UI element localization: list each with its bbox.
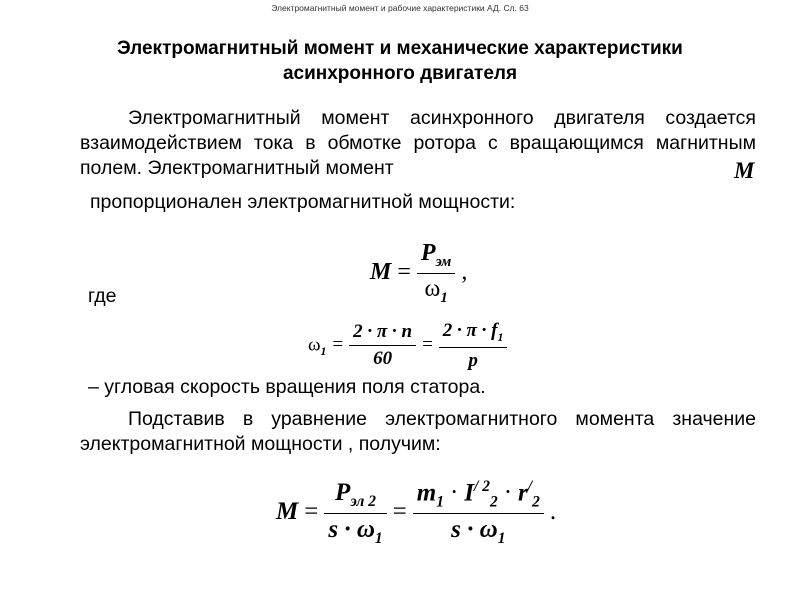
formula3-frac2-den-subscript: 1 (497, 530, 506, 548)
formula3-frac2-den (413, 513, 544, 548)
paragraph-substitution-text: Подставив в уравнение электромагнитного момента значение электромагнитной мощности , получим: (80, 408, 756, 455)
formula3-frac1-den-subscript: 1 (374, 529, 383, 547)
formula3-num-m: m (416, 479, 437, 507)
formula3-frac1-num-symbol: P (335, 478, 351, 506)
where-label: где (88, 285, 117, 307)
formula1-fraction (417, 240, 455, 307)
formula3-lhs: M (276, 497, 299, 525)
formula1-den-subscript: 1 (440, 289, 448, 306)
title-line-1: Электромагнитный момент и механические характеристики (117, 38, 683, 59)
formula2-frac1-num: 2 · π · n (353, 321, 413, 343)
formula-moment-full (276, 478, 562, 548)
angular-speed-line: – угловая скорость вращения поля статора. (88, 376, 486, 398)
formula3-fraction-1 (324, 479, 386, 548)
slide-title (40, 36, 760, 86)
slide-header: Электромагнитный момент и рабочие характеристики АД. Сл. 63 (271, 3, 529, 13)
formula1-trail: , (461, 258, 468, 285)
paragraph-substitution (80, 407, 756, 457)
formula3-num-m-sub: 1 (436, 493, 444, 511)
formula3-frac1-num (324, 479, 386, 513)
proportional-line: пропорционален электромагнитной мощности: (90, 191, 516, 213)
formula1-lhs: M (370, 258, 392, 285)
formula3-trail: . (549, 497, 557, 525)
formula2-equals-2: = (422, 334, 433, 356)
formula3-num-r-sub: 2 (532, 493, 540, 511)
formula3-num-i-sub: 2 (489, 493, 498, 511)
formula3-fraction-2 (413, 478, 544, 548)
formula2-frac2-den: p (439, 347, 508, 372)
formula2-lhs-symbol: ω (308, 334, 321, 356)
formula3-frac1-den-prefix: s · ω (328, 515, 375, 543)
formula3-num-i-sup: / 2 (474, 478, 490, 495)
formula3-frac2-num (413, 478, 544, 513)
formula3-frac1-num-subscript: эл 2 (350, 492, 376, 510)
formula3-num-r: r (518, 479, 528, 507)
paragraph-intro (80, 106, 756, 181)
formula2-lhs-subscript: 1 (320, 345, 327, 359)
formula3-frac1-den (324, 513, 386, 548)
title-line-2: асинхронного двигателя (282, 63, 518, 84)
formula1-denominator (417, 273, 455, 307)
formula1-num-symbol: P (420, 240, 436, 266)
formula3-num-dot-2: · (503, 479, 513, 507)
formula1-equals: = (397, 258, 411, 285)
formula2-fraction-1 (349, 321, 416, 370)
formula2-equals-1: = (332, 334, 344, 356)
formula3-equals-2: = (392, 497, 407, 525)
formula3-num-dot-1: · (449, 479, 459, 507)
formula1-numerator (417, 240, 455, 273)
formula2-frac2-num-prefix: 2 · π · f (442, 320, 498, 341)
moment-symbol: M (734, 158, 755, 183)
formula3-num-r-sup: / (527, 478, 533, 495)
formula2-frac1-den: 60 (349, 345, 416, 370)
formula2-fraction-2 (439, 320, 508, 372)
formula3-frac2-den-prefix: s · ω (451, 516, 498, 544)
formula2-frac2-num (439, 320, 508, 347)
formula2-frac2-num-subscript: 1 (497, 330, 504, 344)
formula1-num-subscript: эм (435, 253, 452, 270)
formula1-den-symbol: ω (424, 275, 441, 302)
paragraph-intro-text: Электромагнитный момент асинхронного двигателя создается взаимодействием тока в обмотке ротора с вращающимся магнитным полем. Электромагнитный момент (80, 107, 756, 179)
formula3-equals-1: = (304, 497, 319, 525)
formula-angular-speed (308, 320, 507, 372)
formula-moment-power (370, 240, 473, 307)
formula3-num-i: I (464, 479, 475, 507)
